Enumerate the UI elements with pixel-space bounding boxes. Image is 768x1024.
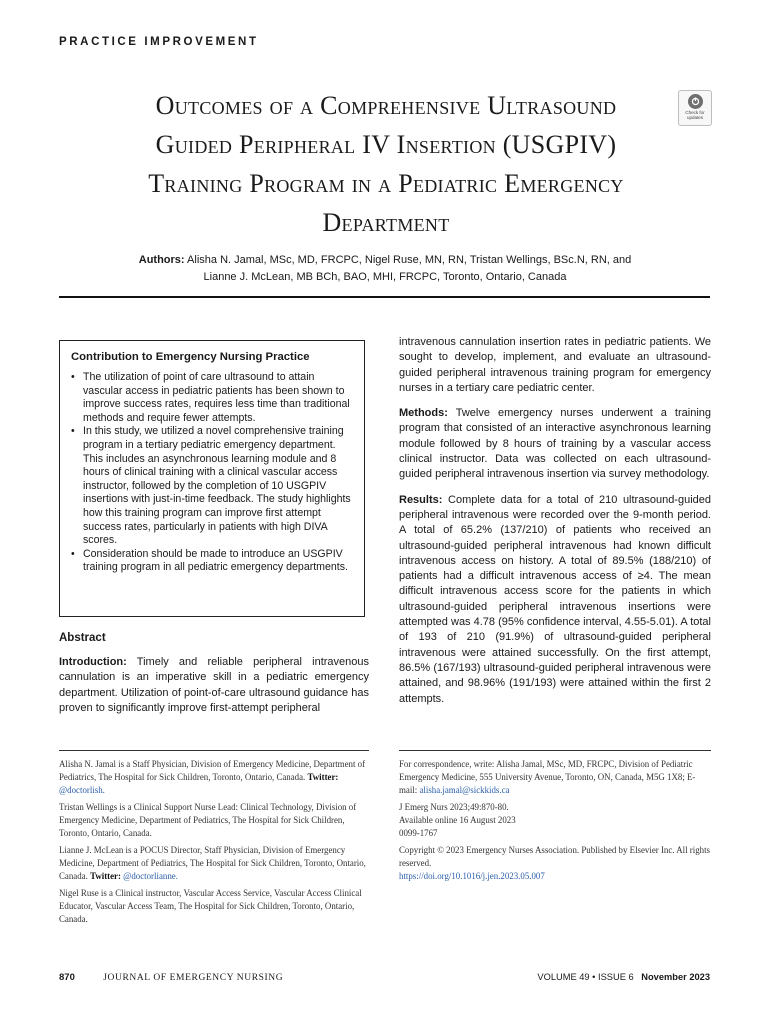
section-label: PRACTICE IMPROVEMENT [59, 36, 259, 48]
issn: 0099-1767 [399, 828, 438, 838]
copyright-block [399, 844, 711, 883]
footnote-divider-left [59, 750, 369, 751]
abstract-right-column [399, 335, 711, 717]
affiliation-text: Alisha N. Jamal is a Staff Physician, Division of Emergency Medicine, Department of Pediatrics, The Hospital for Sick Children, Toronto, Ontario, Canada. [59, 759, 366, 782]
title-line: Guided Peripheral IV Insertion (USGPIV) [155, 130, 617, 159]
results-label: Results: [399, 493, 443, 506]
contribution-item [71, 371, 354, 425]
title-line: Department [322, 208, 450, 237]
authors-line-1: Alisha N. Jamal, MSc, MD, FRCPC, Nigel Ruse, MN, RN, Tristan Wellings, BSc.N, RN, and [187, 254, 632, 266]
introduction-label: Introduction: [59, 656, 127, 668]
email-link[interactable]: alisha.jamal@sickkids.ca [419, 785, 510, 795]
affiliation-text: Nigel Ruse is a Clinical instructor, Vascular Access Service, Vascular Access Clinical Educator, Vascular Access Team, The Hospital for Sick Children, Toronto, Ontario, Canada. [59, 888, 362, 924]
author-affiliations [59, 758, 371, 930]
bullet-icon: • [71, 371, 75, 383]
authors-line-2: Lianne J. McLean, MB BCh, BAO, MHI, FRCPC, Toronto, Ontario, Canada [203, 271, 567, 283]
title-line: Training Program in a Pediatric Emergency [148, 169, 624, 198]
affiliation-text: Lianne J. McLean is a POCUS Director, Staff Physician, Division of Emergency Medicine, Department of Pediatrics, The Hospital for Sick Children, Toronto, Ontario, Canada. [59, 845, 366, 881]
affiliation-note [59, 801, 371, 840]
affiliation-note [59, 844, 371, 883]
contribution-box [59, 340, 365, 617]
twitter-label: Twitter: [90, 871, 121, 881]
methods-label: Methods: [399, 407, 448, 420]
introduction-text: Timely and reliable peripheral intravenous cannulation is an imperative skill in a pediatric emergency department. Utilization of point-of-care ultrasound guidance has proven to significantly improve first-attempt peripheral [59, 656, 370, 714]
contribution-title: Contribution to Emergency Nursing Practice [71, 351, 310, 363]
correspondence-text: For correspondence, write: Alisha Jamal, MSc, MD, FRCPC, Division of Pediatric Emergency Medicine, 555 University Avenue, Toronto, ON, Canada, M5G 1X8; E-mail: [399, 759, 696, 795]
introduction-paragraph [59, 655, 369, 716]
author-list [110, 252, 660, 286]
affiliation-text: Tristan Wellings is a Clinical Support Nurse Lead: Clinical Technology, Division of Emergency Medicine, Department of Pediatrics, The Hospital for Sick Children, Toronto, Ontario, Canada. [59, 802, 357, 838]
abstract-heading: Abstract [59, 632, 106, 644]
contribution-item [71, 425, 354, 547]
article-info [399, 758, 711, 887]
page-footer-right [537, 972, 710, 982]
citation-block [399, 801, 711, 840]
contribution-item [71, 548, 354, 575]
title-line: Outcomes of a Comprehensive Ultrasound [155, 91, 617, 120]
affiliation-note [59, 887, 371, 926]
page-number: 870 [59, 972, 75, 983]
copyright: Copyright © 2023 Emergency Nurses Association. Published by Elsevier Inc. All rights reserved. [399, 845, 711, 868]
results-text: Complete data for a total of 210 ultrasound-guided peripheral intravenous were recorded over the 9-month period. A total of 65.2% (137/210) of patients who received an ultrasound-guided peripheral intravenous had known difficult intravenous access on history. A total of 89.5% (188/210) of patients had a difficult intravenous access of ≥4. The mean difficult intravenous access score for the patients in which ultrasound-guided peripheral intravenous insertions were attempted was 4.78 (95% confidence interval, 4.55-5.01). A total of 193 of 210 (91.9%) of ultrasound-guided peripheral intravenous were attained successfully. On the first attempt, 86.5% (167/193) ultrasound-guided peripheral intravenous were attained, and 98.96% (191/193) were attained within the first 2 attempts. [399, 493, 712, 705]
abstract-left-column [59, 655, 369, 716]
check-for-updates-icon [688, 94, 703, 109]
authors-label: Authors: [138, 254, 185, 266]
introduction-continued: intravenous cannulation insertion rates in pediatric patients. We sought to develop, implement, and evaluate an ultrasound-guided peripheral intravenous training program for emergency nurses in a tertiary care pediatric center. [399, 336, 711, 394]
contribution-item-text: The utilization of point of care ultrasound to attain vascular access in pediatric patients has been shown to improve success rates, requires less time than traditional methods and require fewer attempts. [83, 371, 350, 424]
bullet-icon: • [71, 547, 75, 560]
volume-issue: VOLUME 49 • ISSUE 6 [537, 972, 634, 982]
twitter-handle-link[interactable]: @doctorlianne. [123, 871, 178, 881]
check-for-updates-badge[interactable] [678, 90, 712, 126]
available-online: Available online 16 August 2023 [399, 815, 516, 825]
journal-name: JOURNAL OF EMERGENCY NURSING [103, 973, 284, 983]
twitter-handle-link[interactable]: @doctorlish. [59, 785, 105, 795]
methods-paragraph [399, 406, 711, 482]
header-divider [59, 296, 710, 298]
bullet-icon: • [71, 425, 75, 438]
article-title [100, 86, 672, 242]
methods-text: Twelve emergency nurses underwent a training program that consisted of an interactive asynchronous learning module followed by 8 hours of training by a vascular access clinical instructor. Data was collected on each ultrasound-guided peripheral intravenous insertion via survey methodology. [399, 407, 712, 481]
footnote-divider-right [399, 750, 711, 751]
affiliation-note [59, 758, 371, 797]
contribution-item-text: Consideration should be made to introduce an USGPIV training program in all pediatric emergency departments. [83, 547, 348, 574]
contribution-item-text: In this study, we utilized a novel comprehensive training program in a tertiary pediatric emergency department. This includes an asynchronous learning module and 8 hours of clinical training with a clinical vascular access instructor, followed by the completion of 10 USGPIV insertions with just-in-time feedback. The study highlights how this training program can improve first attempt success rates, particularly in patients with high DIVA scores. [83, 425, 351, 547]
badge-label: Check for updates [685, 110, 705, 120]
results-paragraph [399, 493, 711, 707]
page-footer-left [59, 972, 283, 983]
contribution-list [71, 371, 354, 575]
citation: J Emerg Nurs 2023;49:870-80. [399, 802, 509, 812]
doi-link[interactable]: https://doi.org/10.1016/j.jen.2023.05.007 [399, 871, 545, 881]
twitter-label: Twitter: [307, 772, 339, 782]
issue-date: November 2023 [641, 972, 710, 982]
correspondence-note [399, 758, 711, 797]
